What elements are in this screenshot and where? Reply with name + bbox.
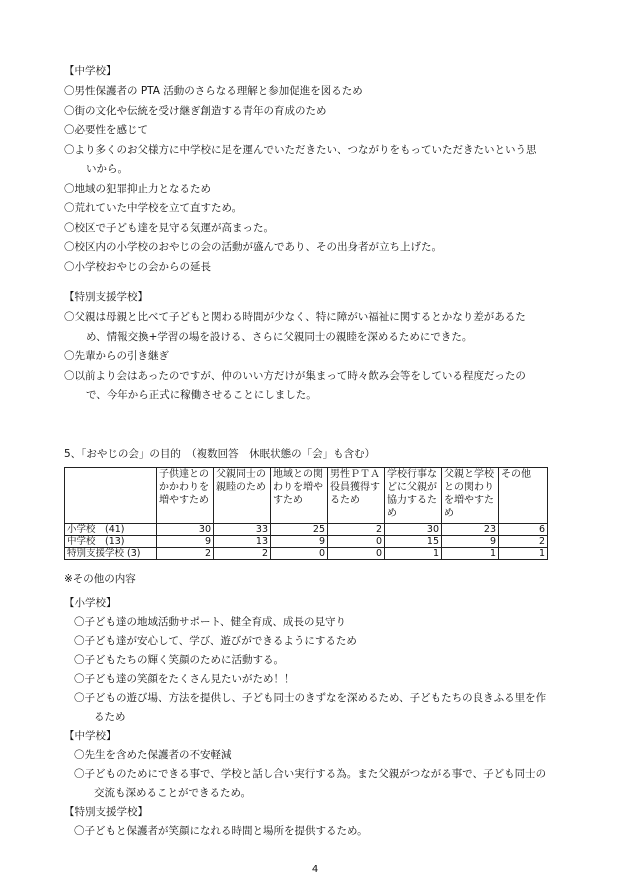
row-label: 特別支援学校 (3) [65,548,157,560]
list-item: 〇先輩からの引き継ぎ [64,350,169,362]
table-cell: 0 [271,548,328,560]
list-item: 〇子ども達の笑顔をたくさん見たいがため！！ [74,673,295,685]
table-row [65,548,548,560]
other-content-section [64,572,546,841]
elementary-heading: 【小学校】 [64,597,117,609]
page-number: 4 [311,864,319,875]
table-cell: 15 [385,536,442,548]
list-item: 〇荒れていた中学校を立て直すため。 [64,202,243,214]
list-item-continuation: いから。 [86,163,128,175]
list-item: 〇先生を含めた保護者の不安軽減 [74,749,232,761]
special-school-section [64,290,526,406]
table-cell: 23 [442,524,499,536]
middle-other-list [64,746,546,803]
table-cell: 0 [328,536,385,548]
table-cell: 2 [328,524,385,536]
list-item: 〇男性保護者の PTA 活動のさらなる理解と参加促進を図るため [64,85,363,97]
row-label: 小学校 (41) [65,524,157,536]
list-item: 〇小学校おやじの会からの延長 [64,260,211,273]
table-cell: 30 [385,524,442,536]
list-item: 〇校区で子ども達を見守る気運が高まった。 [64,221,274,234]
table-cell: 6 [499,524,548,536]
table-header-cell: 学校行事などに父親が協力するため [385,468,442,524]
table-row [65,524,548,536]
list-item: 〇子どもたちの輝く笑顔のために活動する。 [74,654,284,666]
list-item: 〇子どもと保護者が笑顔になれる時間と場所を提供するため。 [74,825,368,837]
table-cell: 1 [385,548,442,560]
special-school-list [64,308,526,406]
list-item: 〇校区内の小学校のおやじの会の活動が盛んであり、その出身者が立ち上げた。 [64,241,442,253]
table-header-row [65,468,548,524]
table-header-cell: 男性ＰＴＡ役員獲得するため [328,468,385,524]
middle-other-heading: 【中学校】 [64,730,117,742]
table-header-cell: 父親と学校との関わりを増やすため [442,468,499,524]
middle-school-heading: 【中学校】 [64,65,117,77]
purpose-table [64,467,548,560]
special-other-heading: 【特別支援学校】 [64,806,148,818]
table-cell: 2 [499,536,548,548]
list-item-continuation: で、今年から正式に稼働させることにしました。 [86,389,317,401]
table-cell: 9 [271,536,328,548]
row-label: 中学校 (13) [65,536,157,548]
list-item: 〇以前より会はあったのですが、仲のいい方だけが集まって時々飲み会等をしている程度だったの [64,369,526,382]
middle-school-list [64,82,537,277]
table-cell: 0 [328,548,385,560]
list-item-continuation: 交流も深めることができるため。 [94,787,252,799]
table-cell: 9 [442,536,499,548]
list-item-continuation: るため [94,711,126,723]
table-header-cell [65,468,157,524]
special-other-list [64,822,546,841]
list-item: 〇子どもの遊び場、方法を提供し、子ども同士のきずなを深めるため、子どもたちの良きふる里を作 [74,692,547,704]
list-item: 〇子ども達の地域活動サポート、健全育成、成長の見守り [74,616,347,628]
special-school-heading: 【特別支援学校】 [64,291,148,303]
list-item: 〇地域の犯罪抑止力となるため [64,182,211,195]
list-item-continuation: め、情報交換+学習の場を設ける、さらに父親同士の親睦を深めるためにできた。 [86,330,473,343]
table-cell: 2 [157,548,214,560]
section5-title: 5、「おやじの会」の目的 （複数回答 休眠状態の「会」も含む） [64,448,376,460]
list-item: 〇必要性を感じて [64,124,148,136]
list-item: 〇子ども達が安心して、学び、遊びができるようにするため [74,635,357,647]
middle-school-section [64,64,537,277]
table-row [65,536,548,548]
table-cell: 1 [499,548,548,560]
table-header-cell: 地域との関わりを増やすため [271,468,328,524]
table-cell: 30 [157,524,214,536]
other-content-heading: ※その他の内容 [64,573,136,585]
table-header-cell: その他 [499,468,548,524]
table-cell: 33 [214,524,271,536]
table-cell: 1 [442,548,499,560]
list-item: 〇より多くのお父様方に中学校に足を運んでいただきたい、つながりをもっていただきたいという思 [64,143,537,156]
table-header-cell: 子供達とのかかわりを増やすため [157,468,214,524]
table-cell: 25 [271,524,328,536]
list-item: 〇父親は母親と比べて子どもと関わる時間が少なく、特に障がい福祉に関するとかなり差があるた [64,311,526,323]
list-item: 〇子どものためにできる事で、学校と話し合い実行する為。また父親がつながる事で、子ども同士の [74,768,547,780]
table-cell: 2 [214,548,271,560]
list-item: 〇街の文化や伝統を受け継ぎ創造する青年の育成のため [64,104,327,117]
table-cell: 13 [214,536,271,548]
table-cell: 9 [157,536,214,548]
elementary-list [64,613,546,727]
table-header-cell: 父親同士の親睦のため [214,468,271,524]
